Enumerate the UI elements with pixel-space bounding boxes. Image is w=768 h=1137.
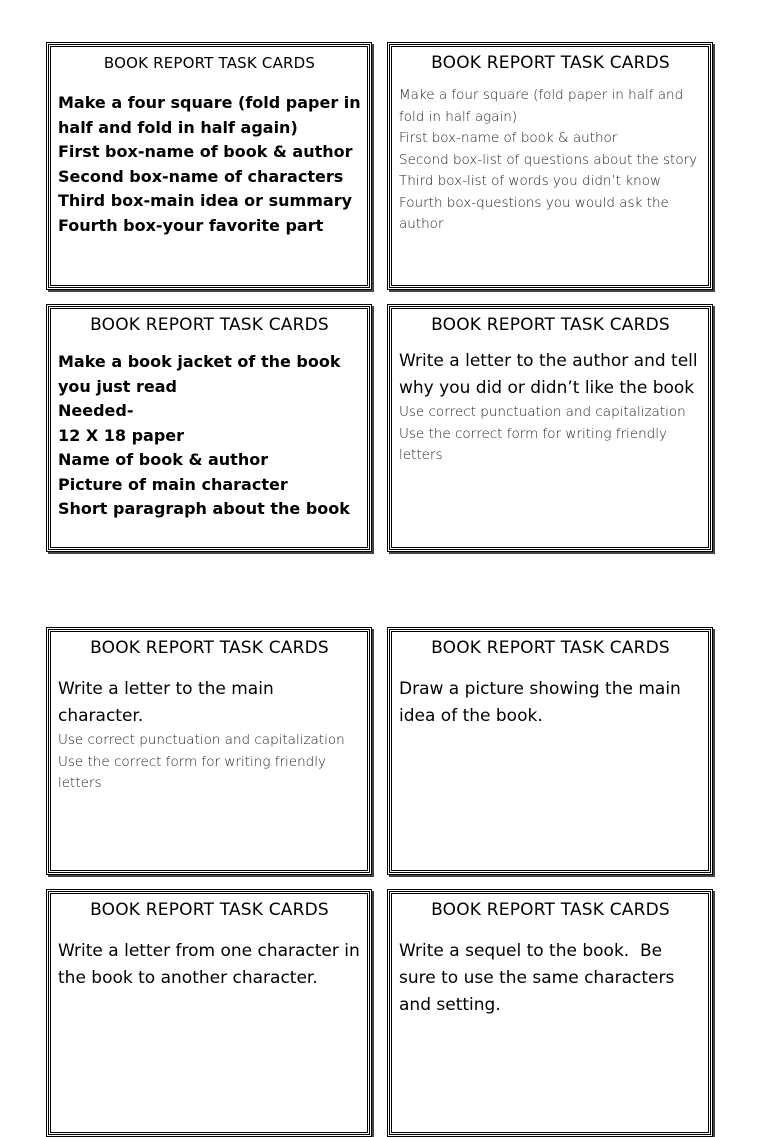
task-card-book-jacket: [46, 304, 372, 552]
task-card-letter-to-character: [46, 627, 372, 875]
card-line: First box-name of book & author: [399, 130, 618, 146]
card-line: Make a four square (fold paper in half and fold in half again): [399, 87, 684, 125]
card-line: Make a four square (fold paper in half and fold in half again): [58, 93, 361, 137]
card-line: Short paragraph about the book: [58, 499, 350, 518]
card-line: Second box-name of characters: [58, 166, 344, 186]
card-main-text: Write a sequel to the book. Be sure to use the same characters and setting.: [399, 941, 680, 1015]
card-line: 12 X 18 paper: [58, 425, 185, 445]
task-card-four-square: [46, 42, 372, 290]
card-title: BOOK REPORT TASK CARDS: [431, 900, 670, 920]
task-card-four-square-questions: [387, 42, 713, 290]
card-title: BOOK REPORT TASK CARDS: [431, 638, 670, 658]
card-main-text: Write a letter from one character in the book to another character.: [58, 941, 360, 988]
card-title: BOOK REPORT TASK CARDS: [90, 315, 329, 335]
card-line: First box-name of book & author: [58, 142, 353, 161]
card-line: Needed-: [58, 401, 134, 420]
card-title: BOOK REPORT TASK CARDS: [103, 54, 316, 72]
task-card-draw-picture: [387, 627, 713, 875]
card-main-text: Draw a picture showing the main idea of the book.: [399, 679, 681, 726]
task-card-sequel: [387, 889, 713, 1137]
card-line: Fourth box-questions you would ask the author: [399, 194, 669, 232]
card-main-text: Write a letter to the main character.: [58, 679, 274, 726]
card-line: Make a book jacket of the book you just read: [58, 352, 341, 396]
task-card-letter-to-author: [387, 304, 713, 552]
card-title: BOOK REPORT TASK CARDS: [431, 53, 670, 73]
card-note: Use the correct form for writing friendly letters: [399, 425, 667, 463]
card-note: Use correct punctuation and capitalization: [58, 732, 345, 748]
card-title: BOOK REPORT TASK CARDS: [431, 315, 670, 335]
card-line: Second box-list of questions about the story: [399, 151, 698, 168]
task-card-character-letter: [46, 889, 372, 1137]
card-main-text: Write a letter to the author and tell why you did or didn’t like the book: [399, 351, 698, 398]
card-line: Fourth box-your favorite part: [58, 215, 324, 235]
card-line: Name of book & author: [58, 450, 269, 469]
card-title: BOOK REPORT TASK CARDS: [90, 638, 329, 658]
card-note: Use the correct form for writing friendly letters: [58, 753, 326, 791]
card-line: Third box-list of words you didn’t know: [399, 173, 662, 189]
card-note: Use correct punctuation and capitalization: [399, 404, 686, 420]
card-line: Third box-main idea or summary: [58, 191, 353, 210]
card-title: BOOK REPORT TASK CARDS: [90, 900, 329, 920]
card-line: Picture of main character: [58, 474, 288, 494]
